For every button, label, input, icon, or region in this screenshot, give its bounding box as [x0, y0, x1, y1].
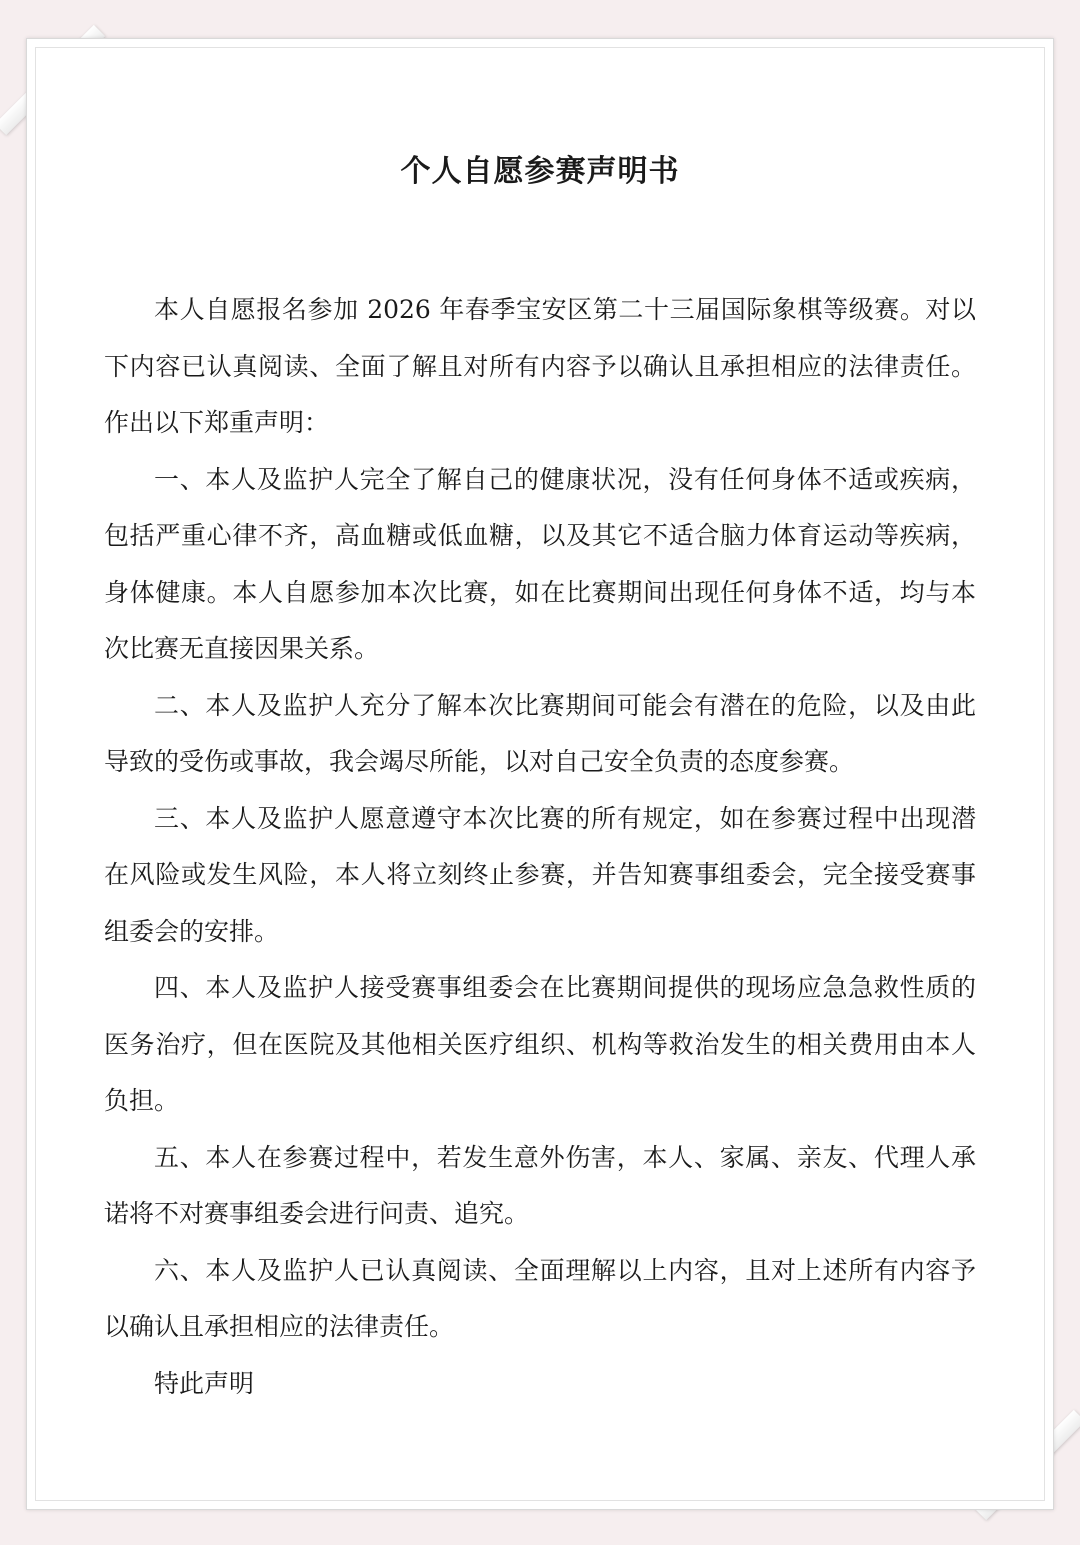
clause-5: 五、本人在参赛过程中，若发生意外伤害，本人、家属、亲友、代理人承诺将不对赛事组委会进行问责、追究。 [104, 1142, 976, 1228]
clause-1: 一、本人及监护人完全了解自己的健康状况，没有任何身体不适或疾病，包括严重心律不齐，高血糖或低血糖，以及其它不适合脑力体育运动等疾病，身体健康。本人自愿参加本次比赛，如在比赛期间出现任何身体不适，均与本次比赛无直接因果关系。 [104, 464, 976, 663]
document-title: 个人自愿参赛声明书 [400, 154, 680, 189]
clause-6: 六、本人及监护人已认真阅读、全面理解以上内容，且对上述所有内容予以确认且承担相应的法律责任。 [104, 1255, 976, 1341]
intro-paragraph: 本人自愿报名参加 2026 年春季宝安区第二十三届国际象棋等级赛。对以下内容已认真阅读、全面了解且对所有内容予以确认且承担相应的法律责任。作出以下郑重声明： [104, 295, 976, 437]
closing-statement: 特此声明 [154, 1368, 255, 1398]
clause-3: 三、本人及监护人愿意遵守本次比赛的所有规定，如在参赛过程中出现潜在风险或发生风险，本人将立刻终止参赛，并告知赛事组委会，完全接受赛事组委会的安排。 [104, 803, 976, 946]
clause-4: 四、本人及监护人接受赛事组委会在比赛期间提供的现场应急急救性质的医务治疗，但在医院及其他相关医疗组织、机构等救治发生的相关费用由本人负担。 [104, 973, 976, 1115]
document-page [104, 150, 976, 1412]
clause-2: 二、本人及监护人充分了解本次比赛期间可能会有潜在的危险，以及由此导致的受伤或事故，我会竭尽所能，以对自己安全负责的态度参赛。 [104, 690, 976, 776]
